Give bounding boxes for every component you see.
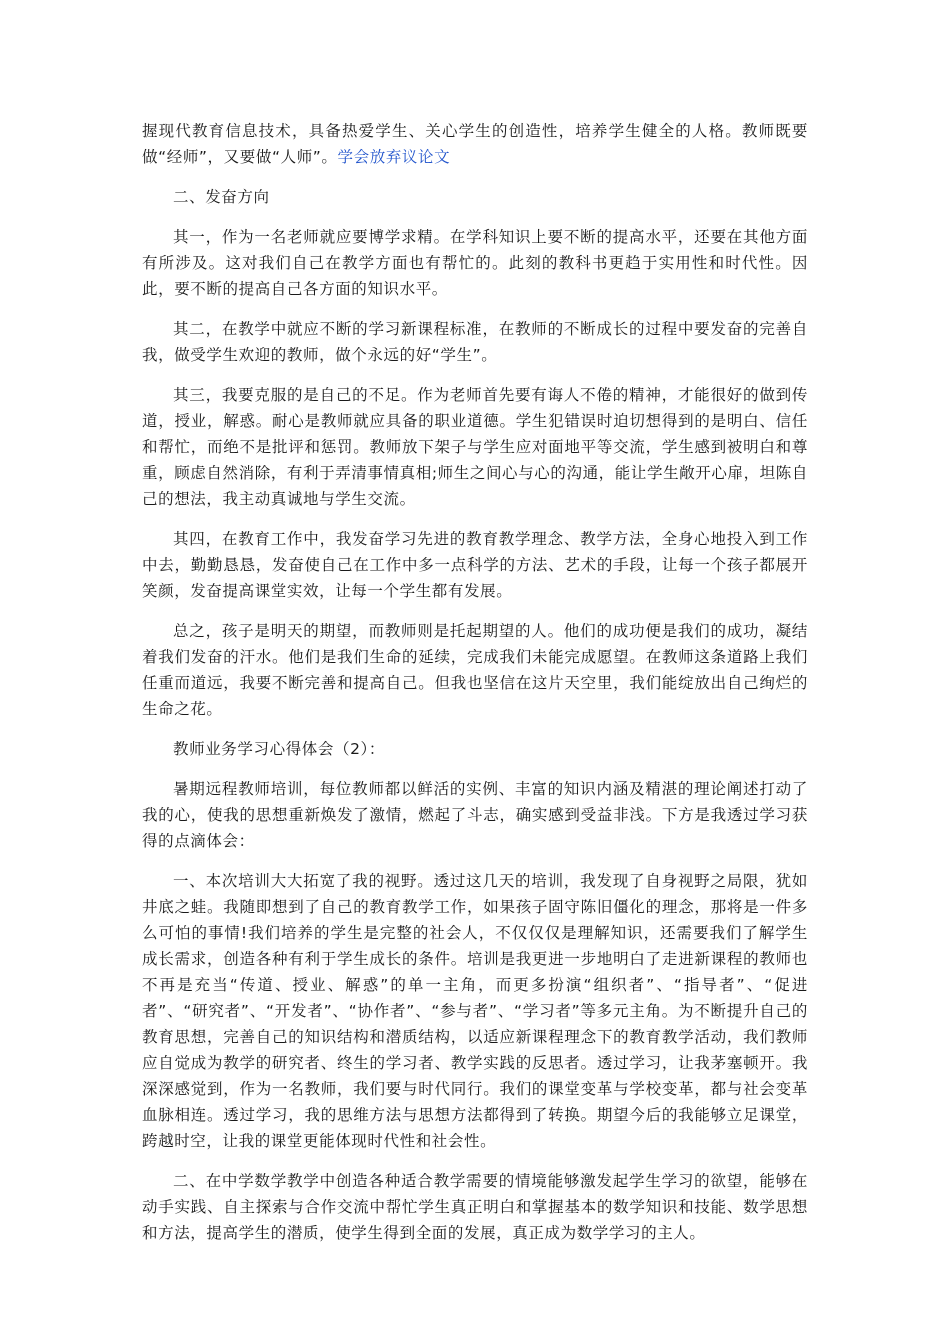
related-article-link[interactable]: 学会放弃议论文 — [337, 148, 451, 166]
section-heading: 二、发奋方向 — [173, 188, 270, 206]
paragraph-5: 总之，孩子是明天的期望，而教师则是托起期望的人。他们的成功便是我们的成功，凝结着我们发奋的汗水。他们是我们生命的延续，完成我们未能完成愿望。在教师这条道路上我们任重而道远，我要不断完善和提高自己。但我也坚信在这片天空里，我们能绽放出自己绚烂的生命之花。 — [142, 622, 808, 718]
paragraph-3: 其三，我要克服的是自己的不足。作为老师首先要有诲人不倦的精神，才能很好的做到传道，授业，解惑。耐心是教师就应具备的职业道德。学生犯错误时迫切想得到的是明白、信任和帮忙，而绝不是批评和惩罚。教师放下架子与学生应对面地平等交流，学生感到被明白和尊重，顾虑自然消除，有利于弄清事情真相;师生之间心与心的沟通，能让学生敞开心扉，坦陈自己的想法，我主动真诚地与学生交流。 — [142, 386, 808, 508]
document-body — [142, 118, 808, 1260]
paragraph-2: 其二，在教学中就应不断的学习新课程标准，在教师的不断成长的过程中要发奋的完善自我，做受学生欢迎的教师，做个永远的好“学生”。 — [142, 320, 808, 364]
paragraph-1: 其一，作为一名老师就应要博学求精。在学科知识上要不断的提高水平，还要在其他方面有所涉及。这对我们自己在教学方面也有帮忙的。此刻的教科书更趋于实用性和时代性。因此，要不断的提高自己各方面的知识水平。 — [142, 228, 808, 298]
paragraph-7: 一、本次培训大大拓宽了我的视野。透过这几天的培训，我发现了自身视野之局限，犹如井底之蛙。我随即想到了自己的教育教学工作，如果孩子固守陈旧僵化的理念，那将是一件多么可怕的事情!我们培养的学生是完整的社会人，不仅仅仅是理解知识，还需要我们了解学生成长需求，创造各种有利于学生成长的条件。培训是我更进一步地明白了走进新课程的教师也不再是充当“传道、授业、解惑”的单一主角，而更多扮演“组织者”、“指导者”、“促进者”、“研究者”、“开发者”、“协作者”、“参与者”、“学习者”等多元主角。为不断提升自己的教育思想，完善自己的知识结构和潜质结构，以适应新课程理念下的教育教学活动，我们教师应自觉成为教学的研究者、终生的学习者、教学实践的反思者。透过学习，让我茅塞顿开。我深深感觉到，作为一名教师，我们要与时代同行。我们的课堂变革与学校变革，都与社会变革血脉相连。透过学习，我的思维方法与思想方法都得到了转换。期望今后的我能够立足课堂，跨越时空，让我的课堂更能体现时代性和社会性。 — [142, 872, 808, 1150]
part2-title: 教师业务学习心得体会（2）： — [173, 740, 386, 758]
intro-text: 握现代教育信息技术，具备热爱学生、关心学生的创造性，培养学生健全的人格。教师既要做“经师”，又要做“人师”。 — [142, 122, 808, 166]
paragraph-4: 其四，在教育工作中，我发奋学习先进的教育教学理念、教学方法，全身心地投入到工作中去，勤勤恳恳，发奋使自己在工作中多一点科学的方法、艺术的手段，让每一个孩子都展开笑颜，发奋提高课堂实效，让每一个学生都有发展。 — [142, 530, 808, 600]
paragraph-6: 暑期远程教师培训，每位教师都以鲜活的实例、丰富的知识内涵及精湛的理论阐述打动了我的心，使我的思想重新焕发了激情，燃起了斗志，确实感到受益非浅。下方是我透过学习获得的点滴体会： — [142, 780, 808, 850]
paragraph-8: 二、在中学数学教学中创造各种适合教学需要的情境能够激发起学生学习的欲望，能够在动手实践、自主探索与合作交流中帮忙学生真正明白和掌握基本的数学知识和技能、数学思想和方法，提高学生的潜质，使学生得到全面的发展，真正成为数学学习的主人。 — [142, 1172, 808, 1242]
intro-paragraph — [142, 118, 808, 170]
